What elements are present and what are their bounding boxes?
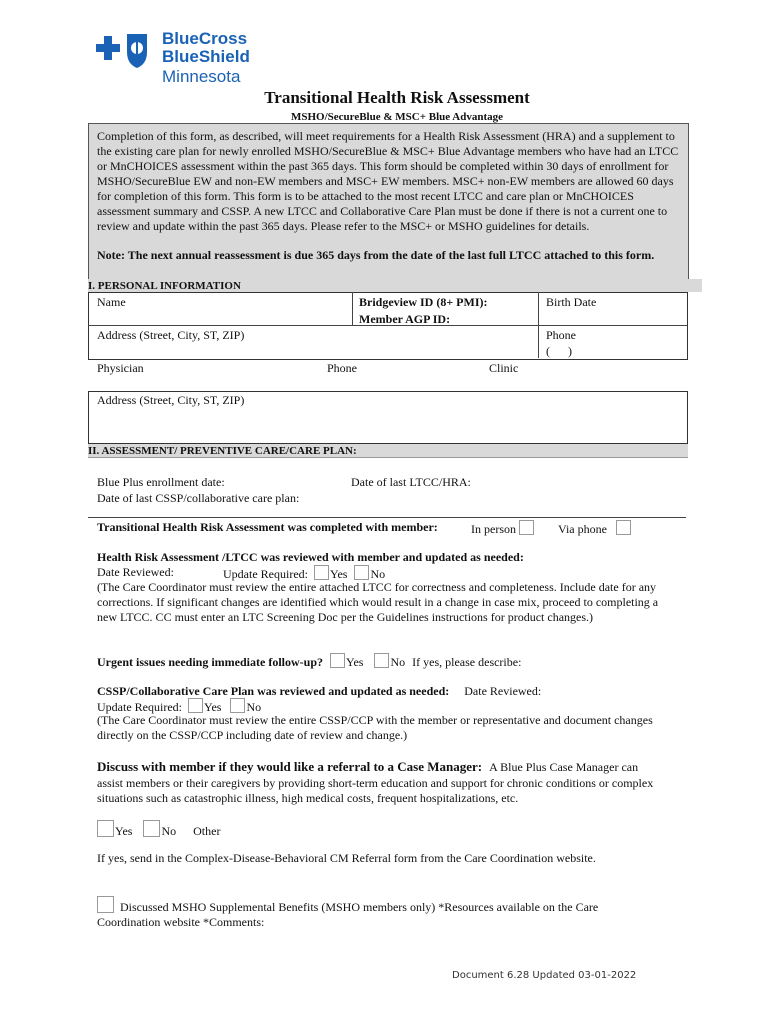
urgent-row bbox=[97, 653, 521, 670]
hra-update-yes-label: Yes bbox=[329, 567, 348, 581]
hra-date-reviewed-field[interactable]: Date Reviewed: bbox=[97, 565, 174, 579]
physician-address-field[interactable]: Address (Street, City, ST, ZIP) bbox=[97, 393, 245, 407]
last-cssp-date-field[interactable]: Date of last CSSP/collaborative care plan: bbox=[97, 491, 300, 505]
urgent-describe-label: If yes, please describe: bbox=[412, 655, 522, 669]
section1-header bbox=[88, 279, 702, 292]
page-subtitle: MSHO/SecureBlue & MSC+ Blue Advantage bbox=[290, 111, 503, 123]
intro-note: Note: The next annual reassessment is due 365 days from the date of the last full LTCC attached to this form. bbox=[97, 248, 655, 262]
supplemental-label: Discussed MSHO Supplemental Benefits (MSHO members only) *Resources available on the Care Coordination website *Comments: bbox=[97, 900, 599, 929]
cssp-update-yes-checkbox[interactable] bbox=[188, 698, 203, 713]
via-phone-checkbox[interactable] bbox=[616, 520, 631, 535]
via-phone-label: Via phone bbox=[558, 522, 607, 536]
thra-completed-row bbox=[97, 520, 687, 535]
thra-completed-label: Transitional Health Risk Assessment was completed with member: bbox=[97, 520, 438, 534]
cssp-date-reviewed-field[interactable]: Date Reviewed: bbox=[464, 684, 542, 698]
referral-other-label: Other bbox=[193, 824, 221, 838]
physician-field[interactable]: Physician bbox=[97, 361, 144, 375]
physician-phone-field[interactable]: Phone bbox=[327, 361, 357, 375]
last-ltcc-date-field[interactable]: Date of last LTCC/HRA: bbox=[351, 475, 471, 489]
cssp-instructions: (The Care Coordinator must review the entire CSSP/CCP with the member or representative and document changes directly on the CSSP/CCP including date of review and change.) bbox=[97, 713, 653, 742]
birth-date-field[interactable]: Birth Date bbox=[546, 295, 597, 309]
name-field[interactable]: Name bbox=[97, 295, 126, 309]
referral-row bbox=[97, 759, 677, 775]
referral-no-checkbox[interactable] bbox=[143, 820, 160, 837]
intro-box bbox=[88, 123, 689, 280]
page-title: Transitional Health Risk Assessment bbox=[264, 88, 530, 107]
hra-update-no-label: No bbox=[370, 567, 386, 581]
logo-line1: BlueCross bbox=[162, 29, 248, 48]
urgent-yes-label: Yes bbox=[346, 655, 364, 669]
intro-paragraph: Completion of this form, as described, will meet requirements for a Health Risk Assessment (HRA) and a supplement to the existing care plan for newly enrolled MSHO/SecureBlue & MSC+ Blue Advantage members who have had an LTCC or MnCHOICES assessment within the past 365 days. This form should be completed within 30 days of enrollment for MSHO/SecureBlue EW and non-EW members and MSC+ EW members. MSC+ non-EW members are allowed 60 days for completion of this form. This form is to be attached to the most recent LTCC and care plan or MnCHOICES assessment summary and CSSP. A new LTCC and Collaborative Care Plan must be done if there is not a current one to review and update within the past 365 days. Please refer to the MSC+ or MSHO guidelines for details. bbox=[97, 129, 679, 233]
address-field[interactable]: Address (Street, City, ST, ZIP) bbox=[97, 328, 245, 342]
section1-title: I. PERSONAL INFORMATION bbox=[88, 280, 241, 292]
supplemental-checkbox[interactable] bbox=[97, 896, 114, 913]
in-person-label: In person bbox=[471, 522, 516, 536]
cssp-update-yes-label: Yes bbox=[203, 700, 222, 714]
grid-divider bbox=[352, 292, 353, 325]
hra-update-yes-checkbox[interactable] bbox=[314, 565, 329, 580]
cssp-update-no-checkbox[interactable] bbox=[230, 698, 245, 713]
section2-header bbox=[88, 444, 688, 458]
cssp-update-required-label: Update Required: bbox=[97, 700, 182, 714]
referral-yes-label: Yes bbox=[115, 824, 133, 838]
urgent-label: Urgent issues needing immediate follow-up? bbox=[97, 655, 323, 669]
section2-title: II. ASSESSMENT/ PREVENTIVE CARE/CARE PLAN: bbox=[88, 445, 357, 457]
in-person-checkbox[interactable] bbox=[519, 520, 534, 535]
referral-form-note: If yes, send in the Complex-Disease-Behavioral CM Referral form from the Care Coordination website. bbox=[97, 851, 596, 865]
phone-field-label[interactable]: Phone bbox=[546, 328, 576, 342]
supplemental-row bbox=[97, 896, 637, 930]
referral-no-label: No bbox=[161, 824, 177, 838]
clinic-field[interactable]: Clinic bbox=[489, 361, 519, 375]
document-footer: Document 6.28 Updated 03-01-2022 bbox=[452, 970, 637, 981]
section-divider bbox=[88, 517, 686, 518]
logo-line2: BlueShield bbox=[162, 47, 250, 66]
logo-line3: Minnesota bbox=[162, 67, 241, 86]
bcbs-cross-shield-icon bbox=[92, 30, 152, 70]
hra-update-required-label: Update Required: bbox=[223, 567, 308, 581]
hra-update-no-checkbox[interactable] bbox=[354, 565, 369, 580]
hra-instructions: (The Care Coordinator must review the entire attached LTCC for correctness and completeness. Include date for any corrections. If significant changes are identified which would result in a change in case mix, proceed to completing a new LTCC. CC must enter an LTC Screening Doc per the Guidelines instructions for product changes.) bbox=[97, 580, 659, 624]
hra-reviewed-label: Health Risk Assessment /LTCC was reviewed with member and updated as needed: bbox=[97, 550, 524, 564]
bcbs-logo bbox=[92, 24, 262, 86]
bridgeview-id-field[interactable]: Bridgeview ID (8+ PMI): bbox=[359, 295, 488, 309]
cssp-reviewed-label: CSSP/Collaborative Care Plan was reviewed and updated as needed: bbox=[97, 684, 450, 698]
phone-parens: ( ) bbox=[546, 344, 572, 358]
referral-choice-row bbox=[97, 820, 220, 839]
urgent-no-label: No bbox=[390, 655, 406, 669]
urgent-no-checkbox[interactable] bbox=[374, 653, 389, 668]
enrollment-date-field[interactable]: Blue Plus enrollment date: bbox=[97, 475, 225, 489]
referral-text: assist members or their caregivers by providing short-term education and support for chronic conditions or complex situations such as catastrophic illness, high medical costs, frequent hospitalizations, etc. bbox=[97, 776, 654, 805]
referral-inline-text: A Blue Plus Case Manager can bbox=[489, 760, 639, 774]
urgent-yes-checkbox[interactable] bbox=[330, 653, 345, 668]
cssp-update-no-label: No bbox=[246, 700, 262, 714]
member-agp-id-field[interactable]: Member AGP ID: bbox=[359, 312, 451, 326]
cssp-reviewed-row bbox=[97, 684, 541, 699]
referral-heading: Discuss with member if they would like a referral to a Case Manager: bbox=[97, 759, 483, 774]
referral-yes-checkbox[interactable] bbox=[97, 820, 114, 837]
